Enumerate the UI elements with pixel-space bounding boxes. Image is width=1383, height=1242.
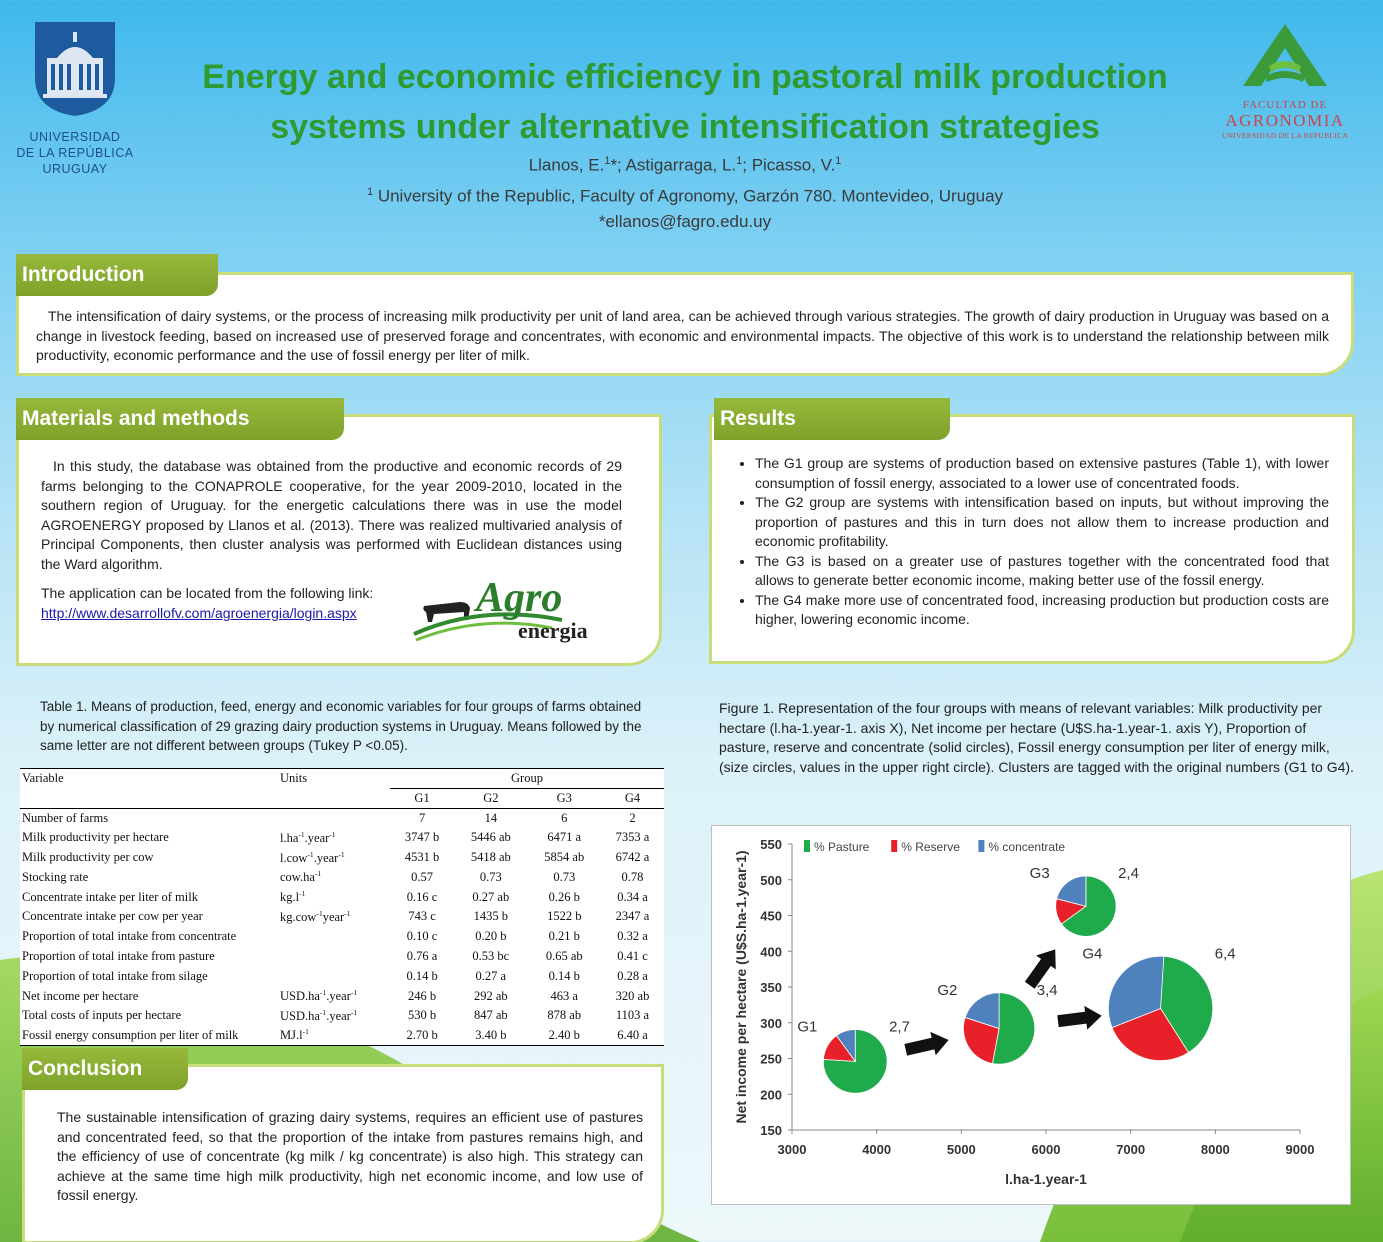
conclusion-heading: Conclusion <box>22 1048 188 1090</box>
authors-block <box>150 148 1220 235</box>
legend-swatch <box>804 840 810 852</box>
results-item: • The G1 group are systems of production based on extensive pastures (Table 1), with lower consumption of fossil energy, associated to a lower use of concentrated foods. <box>755 454 1329 493</box>
table-cell-g1: 0.76 a <box>406 949 438 964</box>
legend-label: % Reserve <box>901 840 960 854</box>
table-cell-unit <box>278 947 390 967</box>
y-tick-label: 450 <box>760 908 782 924</box>
table-cell-variable: Number of farms <box>22 810 109 825</box>
y-tick-label: 550 <box>760 837 782 852</box>
table-cell-g1: 0.10 c <box>406 929 438 944</box>
table-row <box>20 887 664 907</box>
agroenergia-logo <box>412 576 602 648</box>
table-cell-g4: 6.40 a <box>617 1028 648 1042</box>
x-tick-label: 6000 <box>1031 1142 1061 1157</box>
university-name-line2: DE LA REPÚBLICA <box>16 146 134 160</box>
table-cell-g4: 1103 a <box>615 1008 650 1023</box>
x-axis-label: l.ha-1.year-1 <box>1005 1171 1087 1187</box>
table-cell-g4: 0.32 a <box>617 929 648 944</box>
table-panel <box>20 768 664 1046</box>
table-cell-variable: Concentrate intake per liter of milk <box>22 889 198 904</box>
energy-label: 6,4 <box>1214 945 1236 963</box>
university-name-line3: URUGUAY <box>42 162 108 176</box>
table-cell-g2: 292 ab <box>473 988 508 1003</box>
table-cell-variable: Net income per hectare <box>22 988 139 1003</box>
table-cell-g3: 0.65 ab <box>545 949 583 964</box>
agroenergia-logo-word2: energia <box>518 618 588 643</box>
table-header-g3: G3 <box>528 788 601 808</box>
y-tick-label: 400 <box>760 944 782 960</box>
legend-swatch <box>891 840 897 852</box>
table-cell-variable: Proportion of total intake from silage <box>22 968 208 983</box>
table-cell-g1: 530 b <box>408 1008 437 1023</box>
energy-label: 2,4 <box>1118 865 1139 883</box>
table-cell-g4: 0.28 a <box>617 968 648 983</box>
affiliation: $^1$ University of the Republic, Faculty of Agronomy, Garzón 780. Montevideo, Uruguay <box>366 185 1004 206</box>
table-cell-g2: 0.27 a <box>475 968 507 983</box>
results-list <box>711 454 1329 630</box>
table-header-g2: G2 <box>454 788 527 808</box>
table-cell-variable: Concentrate intake per cow per year <box>22 909 203 924</box>
y-tick-label: 300 <box>760 1015 782 1031</box>
methods-heading: Materials and methods <box>16 398 344 440</box>
table-cell-unit: $USD.ha^{-1}.year^{-1}$ <box>280 988 358 1004</box>
table-cell-variable: Fossil energy consumption per liter of milk <box>22 1028 239 1042</box>
table-cell-g4: 0.34 a <box>617 889 648 904</box>
faculty-emblem-icon <box>1239 22 1331 90</box>
table-cell-unit: $USD.ha^{-1}.year^{-1}$ <box>280 1007 358 1024</box>
table-cell-unit <box>278 966 390 986</box>
table-cell-g3: 0.14 b <box>548 968 580 983</box>
group-label: G1 <box>797 1018 818 1036</box>
agroenergia-link[interactable]: http://www.desarrollofv.com/agroenergia/login.aspx <box>41 605 357 621</box>
table-cell-g2: 3.40 b <box>475 1028 507 1042</box>
table-cell-g1: 0.57 <box>411 869 433 884</box>
table-cell-unit: kg.cow$^{-1}$year$^{-1}$ <box>280 908 351 925</box>
table-cell-g2: 0.53 bc <box>472 949 510 964</box>
table-cell-g2: 5418 ab <box>470 850 511 865</box>
table-cell-g2: 847 ab <box>473 1008 508 1023</box>
table-cell-g3: 0.26 b <box>548 889 580 904</box>
table-cell-g4: 6742 a <box>615 850 650 865</box>
y-tick-label: 500 <box>760 872 782 888</box>
table-cell-g1: 3747 b <box>404 830 440 845</box>
table-cell-unit <box>278 808 390 828</box>
faculty-line2: AGRONOMIA <box>1225 111 1345 130</box>
table-cell-g4: 2 <box>629 810 636 825</box>
table-row <box>20 907 664 927</box>
faculty-logo <box>1200 22 1370 140</box>
y-tick-label: 150 <box>760 1123 782 1138</box>
table-row <box>20 927 664 947</box>
table-cell-unit: $kg.l^{-1}$ <box>280 889 306 905</box>
table-cell-g2: 5446 ab <box>470 830 511 845</box>
table-cell-variable: Stocking rate <box>22 869 89 884</box>
table-cell-g3: 6 <box>561 810 568 825</box>
table-header-group: Group <box>511 770 543 785</box>
table-cell-unit: $cow.ha^{-1}$ <box>280 869 322 885</box>
methods-link-intro: The application can be located from the following link: <box>41 585 374 601</box>
energy-label: 3,4 <box>1036 981 1058 999</box>
table-cell-g1: 4531 b <box>404 850 440 865</box>
table-row <box>20 1026 664 1046</box>
table-cell-g3: 0.21 b <box>548 929 580 944</box>
table-cell-g1: 246 b <box>408 988 437 1003</box>
figure-chart-panel <box>711 825 1351 1205</box>
faculty-line3: UNIVERSIDAD DE LA REPUBLICA <box>1221 131 1349 140</box>
table-cell-g4: 0.41 c <box>617 949 648 964</box>
conclusion-text: The sustainable intensification of grazing dairy systems, requires an efficient use of pastures and concentrated feed, so that the proportion of the intake from pastures remains high, and the efficiency of use of concentrate (kg milk / kg concentrate) is also high. This strategy can achieve at the same time high milk productivity, high net economic income, and low use of fossil energy. <box>57 1109 643 1203</box>
bubble-pie-chart <box>712 826 1350 1204</box>
energy-label: 2,7 <box>889 1018 910 1036</box>
table-cell-unit <box>278 927 390 947</box>
x-tick-label: 4000 <box>862 1142 892 1157</box>
faculty-line1: FACULTAD DE <box>1242 99 1328 111</box>
y-tick-label: 350 <box>760 980 782 995</box>
table-cell-g4: 2347 a <box>615 909 650 924</box>
table-cell-g1: 0.14 b <box>406 968 438 983</box>
table-cell-variable: Proportion of total intake from concentrate <box>22 929 237 944</box>
table-cell-g3: 2.40 b <box>548 1028 580 1042</box>
table-row <box>20 986 664 1006</box>
group-label: G2 <box>937 981 958 999</box>
title-line2: systems under alternative intensification strategies <box>270 108 1100 146</box>
table-row <box>20 848 664 868</box>
arrow-icon <box>1057 1006 1101 1030</box>
x-tick-label: 8000 <box>1200 1142 1230 1157</box>
legend-swatch <box>978 840 984 852</box>
table-cell-g2: 0.73 <box>479 869 502 884</box>
results-item: • The G4 make more use of concentrated food, increasing production but production costs are higher, lowering economic income. <box>755 591 1329 630</box>
results-item: • The G2 group are systems with intensification based on inputs, but without improving the proportion of pastures and this in turn does not allow them to increase production and economic profitability. <box>755 493 1329 552</box>
table-header-variable: Variable <box>22 771 64 786</box>
legend-label: % concentrate <box>988 840 1066 854</box>
table-cell-g3: 878 ab <box>547 1008 582 1023</box>
table-cell-unit: $l.ha^{-1}.year^{-1}$ <box>280 829 336 845</box>
table-cell-g1: 743 c <box>408 909 436 924</box>
y-tick-label: 200 <box>760 1087 782 1103</box>
table-header-g4: G4 <box>601 788 664 808</box>
table-cell-g2: 0.20 b <box>475 929 507 944</box>
legend-label: % Pasture <box>814 840 870 854</box>
table-cell-g3: 1522 b <box>547 909 582 924</box>
table-row <box>20 828 664 848</box>
results-item: • The G3 is based on a greater use of pastures together with the concentrated food that allows to generate better economic income, making better use of the fossil energy. <box>755 552 1329 591</box>
table-cell-g4: 7353 a <box>615 830 650 845</box>
table-cell-g3: 463 a <box>550 988 578 1003</box>
results-table <box>20 768 664 1046</box>
results-heading: Results <box>714 398 950 440</box>
university-name-line1: UNIVERSIDAD <box>29 130 121 144</box>
table-header-g1: G1 <box>390 788 454 808</box>
table-cell-variable: Milk productivity per cow <box>22 850 154 865</box>
table-row <box>20 966 664 986</box>
agroenergia-logo-word1: Agro <box>476 575 563 621</box>
table-cell-g4: 320 ab <box>615 988 650 1003</box>
author-email: *ellanos@fagro.edu.uy <box>598 212 772 232</box>
table-row <box>20 808 664 828</box>
x-tick-label: 3000 <box>777 1142 807 1157</box>
y-tick-label: 250 <box>760 1051 782 1067</box>
table-cell-g3: 5854 ab <box>544 850 585 865</box>
introduction-text: The intensification of dairy systems, or the process of increasing milk productivity per unit of land area, can be achieved through various strategies. The growth of dairy production in Uruguay was based on a change in livestock feeding, based on increased use of preserved forage and concentrates, with economic and environmental impacts. The objective of this work is to understand the relationship between milk productivity, economic performance and the use of fossil energy per liter of milk. <box>36 308 1329 363</box>
table-cell-variable: Total costs of inputs per hectare <box>22 1008 182 1023</box>
table-cell-g4: 0.78 <box>621 869 644 884</box>
table-cell-g1: 0.16 c <box>406 889 438 904</box>
table-cell-g1: 7 <box>418 810 426 825</box>
figure-caption: Figure 1. Representation of the four groups with means of relevant variables: Milk productivity per hectare (l.ha-1.year-1. axis X), Net income per hectare (U$S.ha-1.year-1. axis Y), Proportion of pasture, reserve and concentrate (solid circles), Fossil energy consumption per liter of energy milk, (size circles, values in the upper right circle). Clusters are tagged with the original numbers (G1 to G4). <box>719 700 1354 775</box>
table-caption: Table 1. Means of production, feed, energy and economic variables for four groups of farms obtained by numerical classification of 29 grazing dairy production systems in Uruguay. Means followed by the same letter are not different between groups (Tukey P <0.05). <box>40 699 642 753</box>
table-cell-g3: 0.73 <box>553 869 576 884</box>
x-tick-label: 5000 <box>946 1142 976 1157</box>
table-cell-g2: 1435 b <box>473 909 509 924</box>
table-cell-g2: 0.27 ab <box>472 889 510 904</box>
table-row <box>20 947 664 967</box>
table-row <box>20 1006 664 1026</box>
x-tick-label: 7000 <box>1116 1142 1146 1157</box>
group-label: G3 <box>1029 865 1050 883</box>
table-cell-g1: 2.70 b <box>406 1028 438 1042</box>
author-list: Llanos, E.$^1$*; Astigarraga, L.$^1$; Picasso, V.$^1$ <box>528 155 842 175</box>
introduction-heading: Introduction <box>16 254 218 296</box>
methods-text: In this study, the database was obtained from the productive and economic records of 29 farms belonging to the CONAPROLE cooperative, for the year 2009-2010, located in the southern region of Uruguay. for the energetic calculations there was in use the model AGROENERGY proposed by Llanos et al. (2013). There was realized multivaried analysis of Principal Components, then cluster analysis was performed with Euclidean distances using the Ward algorithm. <box>41 458 622 572</box>
arrow-icon <box>904 1032 948 1056</box>
table-row <box>20 867 664 887</box>
table-cell-g2: 14 <box>484 810 498 825</box>
poster-title <box>150 52 1220 152</box>
table-cell-unit: l.cow$^{-1}$.year$^{-1}$ <box>280 849 345 865</box>
table-cell-unit: $MJ.l^{-1}$ <box>280 1027 309 1043</box>
table-cell-variable: Milk productivity per hectare <box>22 830 169 845</box>
table-cell-g3: 6471 a <box>547 830 582 845</box>
university-logo <box>10 18 140 177</box>
table-body <box>20 808 664 1046</box>
group-label: G4 <box>1082 945 1103 963</box>
y-axis-label: Net income per hectare (U$S.ha-1.year-1) <box>733 850 749 1124</box>
table-cell-variable: Proportion of total intake from pasture <box>22 949 215 964</box>
title-line1: Energy and economic efficiency in pastoral milk production <box>202 58 1168 96</box>
x-tick-label: 9000 <box>1285 1142 1315 1157</box>
table-header-units: Units <box>280 771 308 786</box>
university-seal-icon <box>29 18 121 118</box>
